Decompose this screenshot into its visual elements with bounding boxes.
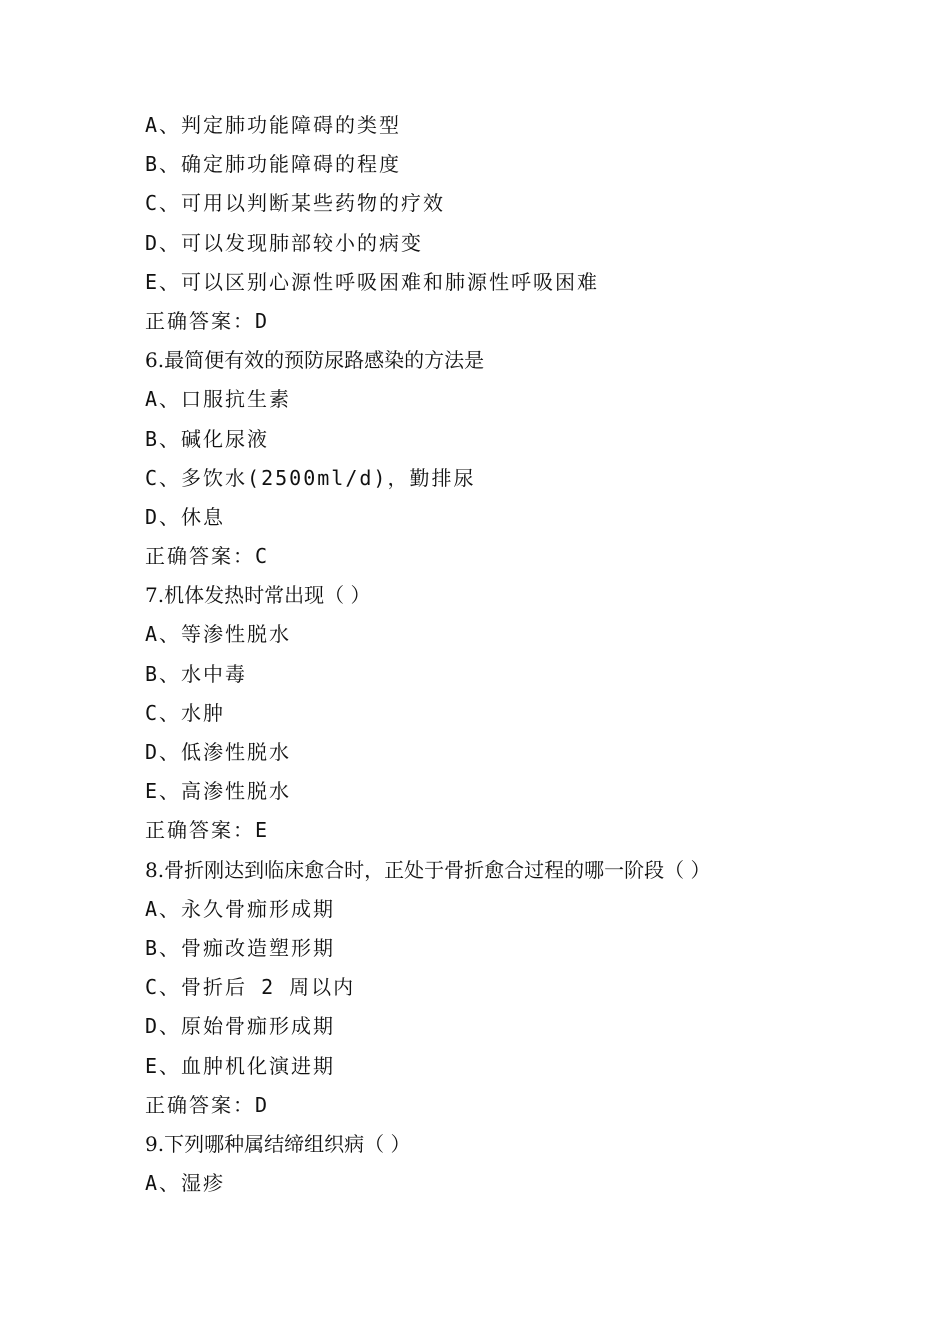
option-line: A、口服抗生素 [145,387,292,412]
option-line: E、高渗性脱水 [145,779,292,804]
option-line: B、确定肺功能障碍的程度 [145,152,402,177]
option-line: D、原始骨痂形成期 [145,1014,336,1039]
question-line: 8.骨折刚达到临床愈合时，正处于骨折愈合过程的哪一阶段（ ） [145,857,711,882]
answer-line: 正确答案：C [145,544,270,569]
option-line: D、可以发现肺部较小的病变 [145,230,424,255]
option-line: C、骨折后 2 周以内 [145,975,356,1000]
question-line: 7.机体发热时常出现（ ） [145,583,371,608]
option-line: B、水中毒 [145,661,248,686]
option-line: A、判定肺功能障碍的类型 [145,113,402,137]
option-line: A、等渗性脱水 [145,622,292,647]
question-line: 9.下列哪种属结缔组织病（ ） [145,1131,411,1156]
option-line: D、休息 [145,504,226,529]
option-line: B、碱化尿液 [145,426,270,451]
answer-line: 正确答案：D [145,1092,270,1117]
option-line: A、永久骨痂形成期 [145,896,336,921]
option-line: A、湿疹 [145,1171,226,1196]
option-line: B、骨痂改造塑形期 [145,935,336,960]
option-line: E、血肿机化演进期 [145,1053,336,1078]
question-line: 6.最简便有效的预防尿路感染的方法是 [145,348,485,373]
option-line: C、可用以判断某些药物的疗效 [145,191,446,216]
answer-line: 正确答案：E [145,818,270,843]
option-line: C、多饮水(2500ml/d)，勤排尿 [145,465,476,490]
option-line: C、水肿 [145,700,226,725]
option-line: D、低渗性脱水 [145,740,292,764]
question-list [145,106,865,1203]
answer-line: 正确答案：D [145,308,270,333]
option-line: E、可以区别心源性呼吸困难和肺源性呼吸困难 [145,269,600,294]
